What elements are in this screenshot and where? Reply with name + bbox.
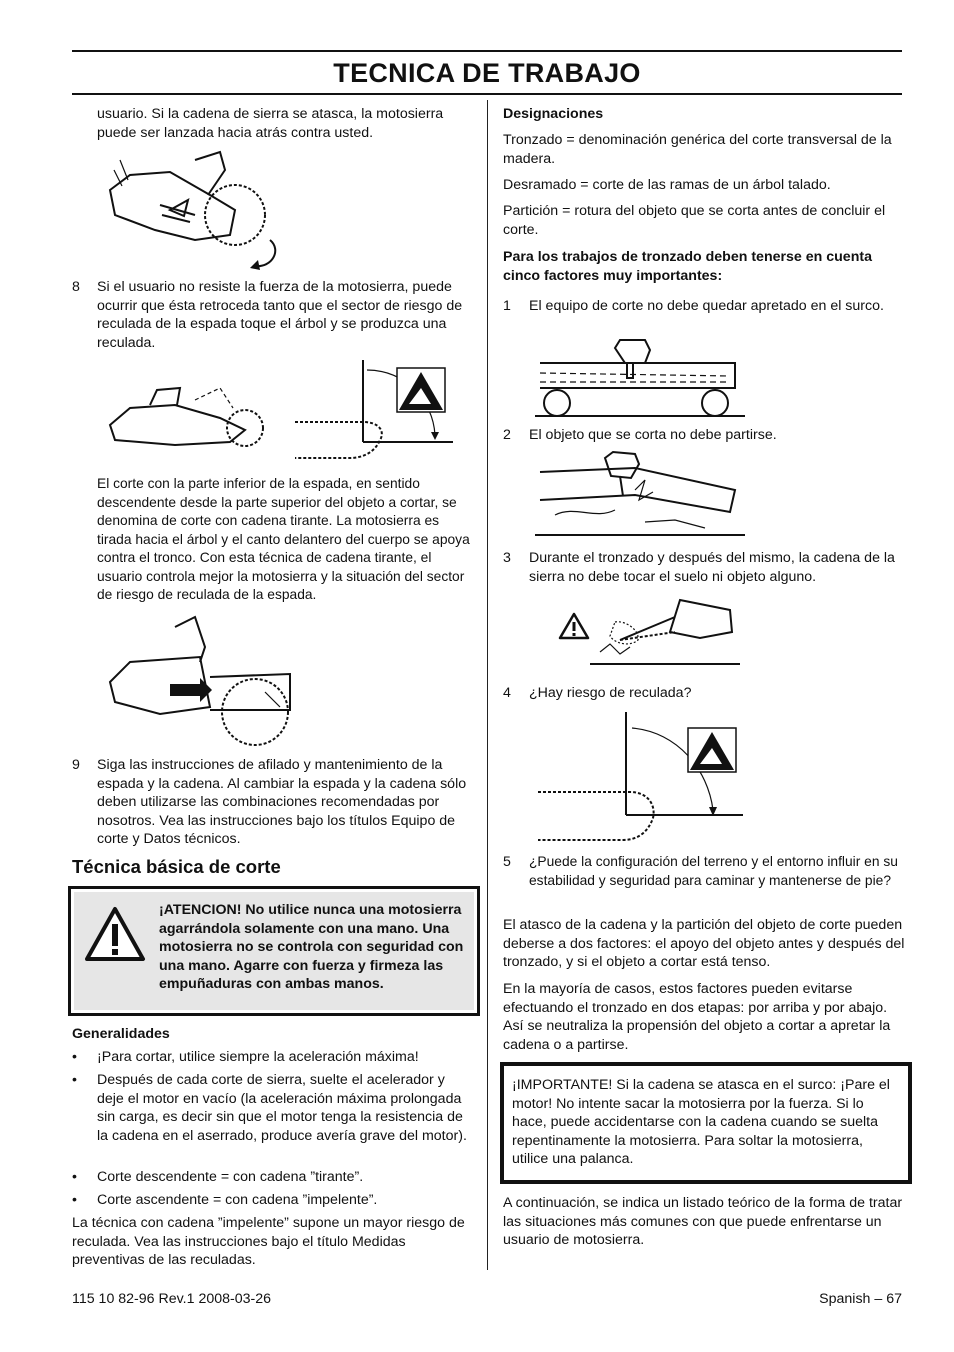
- factor-2-text: El objeto que se corta no debe partirse.: [529, 427, 777, 443]
- bullet-1: ¡Para cortar, utilice siempre la aceleración máxima!: [97, 1049, 419, 1065]
- figure-saw-thrown-back: [100, 150, 300, 275]
- kickback-warning-icon: [688, 728, 736, 772]
- item-8-number: 8: [72, 279, 80, 295]
- figure-log-split: [535, 450, 745, 542]
- figure-log-pinch: [535, 338, 745, 418]
- designations-heading: Designaciones: [503, 106, 604, 122]
- warning-triangle-icon: [84, 906, 146, 962]
- general-heading: Generalidades: [72, 1026, 170, 1042]
- column-divider: [487, 100, 488, 1270]
- important-text: ¡IMPORTANTE! Si la cadena se atasca en el surco: ¡Pare el motor! No intente sacar la motosierra por la fuerza. Si lo hace, puede accidentarse con la cadena cuando se suelta repentinamente la motosierra. Para soltar la motosierra, utilice una palanca.: [512, 1077, 890, 1167]
- definition-particion: Partición = rotura del objeto que se corta antes de concluir el corte.: [503, 203, 886, 238]
- header-bottom-rule: [72, 93, 902, 95]
- definition-desramado: Desramado = corte de las ramas de un árbol talado.: [503, 177, 831, 193]
- bullet-dot: •: [72, 1072, 77, 1088]
- pull-chain-text: El corte con la parte inferior de la espada, en sentido descendente desde la parte superior del objeto a cortar, se denomina de corte con cadena tirante. La motosierra es tirada hacia el árbol y el canto delantero del cuerpo se apoya contra el tronco. Con esta técnica de cadena tirante, el usuario controla mejor la motosierra y la situación del sector de riesgo de reculada de la espada.: [97, 476, 470, 602]
- item-9-number: 9: [72, 757, 80, 773]
- figure-pull-chain: [100, 612, 310, 747]
- factor-5-text: ¿Puede la configuración del terreno y el entorno influir en su estabilidad y seguridad para caminar y mantenerse de pie?: [529, 854, 898, 888]
- important-box: [500, 1062, 912, 1184]
- push-chain-text: La técnica con cadena ”impelente” supone un mayor riesgo de reculada. Vea las instrucciones bajo el título Medidas preventivas de las reculadas.: [72, 1215, 465, 1268]
- warning-box: [68, 886, 480, 1016]
- figure-kickback-risk: [538, 710, 748, 845]
- factor-1-number: 1: [503, 298, 511, 314]
- factor-4-text: ¿Hay riesgo de reculada?: [529, 685, 692, 701]
- footer-page-number: Spanish – 67: [819, 1291, 902, 1307]
- bullet-dot: •: [72, 1192, 77, 1208]
- factor-2-number: 2: [503, 427, 511, 443]
- factor-5-number: 5: [503, 854, 511, 870]
- item-9-text: Siga las instrucciones de afilado y mantenimiento de la espada y la cadena. Al cambiar la espada y la cadena sólo deben utilizarse las combinaciones recomendadas por nosotros. Vea las instrucciones bajo los títulos Equipo de corte y Datos técnicos.: [97, 757, 467, 847]
- bullet-4: Corte ascendente = con cadena ”impelente”.: [97, 1192, 378, 1208]
- factor-3-text: Durante el tronzado y después del mismo, la cadena de la sierra no debe tocar el suelo ni objeto alguno.: [529, 550, 895, 585]
- page-title: TECNICA DE TRABAJO: [333, 58, 641, 88]
- closing-text: A continuación, se indica un listado teórico de la forma de tratar las situaciones más comunes con que puede enfrentarse un usuario de motosierra.: [503, 1195, 903, 1248]
- paragraph-two-stage-cut: En la mayoría de casos, estos factores pueden evitarse efectuando el tronzado en dos etapas: por arriba y por abajo. Así se neutraliza la propensión del objeto a cortar a apretar la cadena o a partirse.: [503, 981, 891, 1053]
- footer-doc-id: 115 10 82-96 Rev.1 2008-03-26: [72, 1291, 272, 1307]
- factors-heading: Para los trabajos de tronzado deben tenerse en cuenta cinco factores muy importantes:: [503, 249, 872, 284]
- paragraph-jam-causes: El atasco de la cadena y la partición del objeto de corte pueden deberse a dos factores: el apoyo del objeto antes y después del tronzado, y si el objeto a cortar está tenso.: [503, 917, 905, 970]
- section-title-basic-cutting: Técnica básica de corte: [72, 856, 281, 877]
- kickback-warning-icon: [397, 368, 445, 412]
- figure-kickback-zone: [105, 360, 455, 468]
- header-top-rule: [72, 50, 902, 52]
- bullet-2: Después de cada corte de sierra, suelte el acelerador y deje el motor en vacío (la aceleración máxima prolongada sin carga, es decir sin que el motor tenga la resistencia de la cadena en el aserrado, produce avería grave del motor).: [97, 1072, 467, 1144]
- definition-tronzado: Tronzado = denominación genérica del corte transversal de la madera.: [503, 132, 892, 167]
- figure-chain-ground: [560, 592, 740, 678]
- bullet-dot: •: [72, 1169, 77, 1185]
- factor-3-number: 3: [503, 550, 511, 566]
- bullet-dot: •: [72, 1049, 77, 1065]
- factor-4-number: 4: [503, 685, 511, 701]
- intro-text: usuario. Si la cadena de sierra se atasca, la motosierra puede ser lanzada hacia atrás contra usted.: [97, 106, 444, 141]
- bullet-3: Corte descendente = con cadena ”tirante”.: [97, 1169, 364, 1185]
- warning-text: ¡ATENCION! No utilice nunca una motosierra agarrándola solamente con una mano. Una motosierra no se controla con seguridad con una mano. Agarre con fuerza y firmeza las empuñaduras con ambas manos.: [159, 902, 464, 992]
- item-8-text: Si el usuario no resiste la fuerza de la motosierra, puede ocurrir que ésta retroceda tanto que el sector de riesgo de reculada de la espada toque el árbol y se produzca una reculada.: [97, 279, 463, 351]
- factor-1-text: El equipo de corte no debe quedar apretado en el surco.: [529, 298, 884, 314]
